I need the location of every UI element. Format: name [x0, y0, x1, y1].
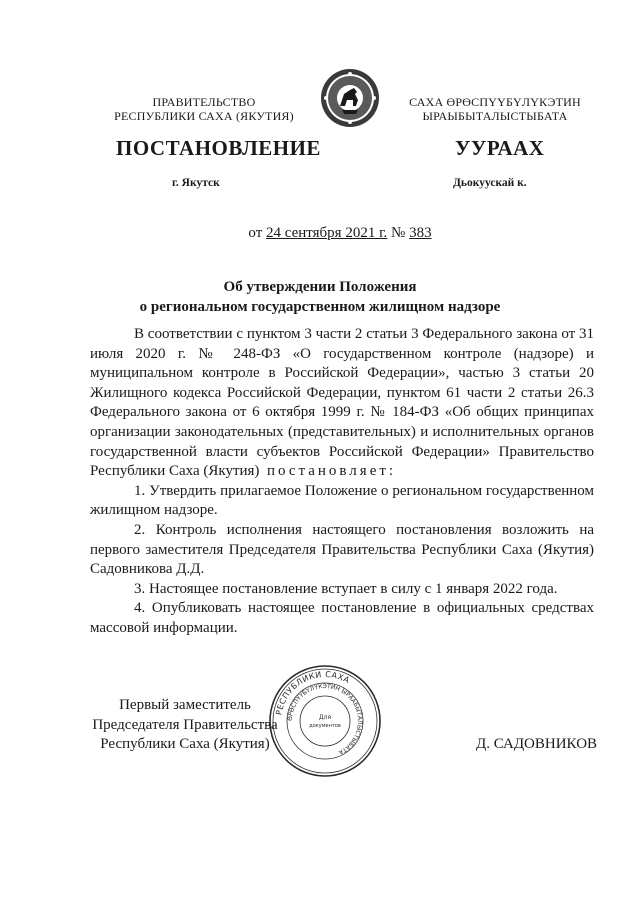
gov-name-sakha-line2: ЫРАЫБЫТАЛЫСТЫБАТА — [422, 109, 568, 123]
preamble-paragraph — [90, 325, 594, 482]
resolves-word: постановляет: — [266, 463, 397, 480]
number-sign: № — [391, 225, 406, 241]
date-prefix: от — [248, 225, 263, 241]
document-title-line1: Об утверждении Положения — [223, 279, 417, 295]
preamble-text: В соответствии с пунктом 3 части 2 статьи 3 Федерального закона от 31 июля 2020 г. № 248-ФЗ «О государственном контроле (надзоре) и муниципальном контроле в Российской Федерации», частью 3 статьи 20 Жилищного кодекса Российской Федерации, пунктом 61 части 2 статьи 26.3 Федерального закона от 6 октября 1999 г. № 184-ФЗ «Об общих принципах организации законодательных (представительных) и исполнительных органов государственной власти субъектов Российской Федерации» Правительство Республики Саха (Якутия) — [90, 326, 594, 480]
list-item: 4. Опубликовать настоящее постановление в официальных средствах массовой информации. — [90, 600, 594, 636]
list-item: 3. Настоящее постановление вступает в силу с 1 января 2022 года. — [134, 580, 558, 597]
signatory-position — [90, 696, 280, 755]
doc-type-sakha: УУРААХ — [455, 136, 545, 160]
document-date: 24 сентября 2021 г. — [266, 225, 388, 241]
official-stamp — [268, 664, 382, 778]
coat-of-arms-emblem — [320, 66, 380, 132]
stamp-inner-text: ӨРӨСПҮҮБҮЛҮКЭТИН ЫРААБЫТАЛЫСТЫБАТА — [286, 682, 364, 756]
gov-name-ru — [96, 95, 312, 123]
stamp-seal-icon — [268, 664, 382, 778]
signatory-name: Д. САДОВНИКОВ — [476, 736, 598, 752]
list-item: 2. Контроль исполнения настоящего постановления возложить на первого заместителя Председателя Правительства Республики Саха (Якутия) Садовникова Д.Д. — [90, 521, 594, 578]
city-sakha: Дьокуускай к. — [453, 177, 527, 189]
document-body — [90, 325, 594, 639]
signatory-position-line3: Республики Саха (Якутия) — [100, 736, 270, 752]
date-line — [0, 225, 640, 242]
city-ru: г. Якутск — [172, 177, 220, 189]
doc-type-ru: ПОСТАНОВЛЕНИЕ — [116, 136, 321, 160]
stamp-outer-text: РЕСПУБЛИКИ САХА — [274, 669, 352, 716]
document-title — [0, 277, 640, 317]
gov-name-ru-line2: РЕСПУБЛИКИ САХА (ЯКУТИЯ) — [114, 109, 294, 123]
signatory-position-line2: Председателя Правительства — [92, 716, 278, 733]
list-item: 1. Утвердить прилагаемое Положение о региональном государственном жилищном надзоре. — [90, 482, 594, 519]
document-title-line2: о региональном государственном жилищном надзоре — [139, 299, 501, 315]
gov-name-sakha-line1: САХА ӨРӨСПҮҮБҮЛҮКЭТИН — [409, 95, 581, 109]
coat-of-arms-icon — [320, 66, 380, 132]
gov-name-ru-line1: ПРАВИТЕЛЬСТВО — [152, 95, 256, 109]
gov-name-sakha — [386, 95, 604, 123]
document-number: 383 — [409, 225, 432, 241]
signatory-position-line1: Первый заместитель — [119, 697, 251, 713]
stamp-center-line2: документов — [309, 723, 341, 729]
stamp-center-line1: Для — [318, 714, 332, 721]
